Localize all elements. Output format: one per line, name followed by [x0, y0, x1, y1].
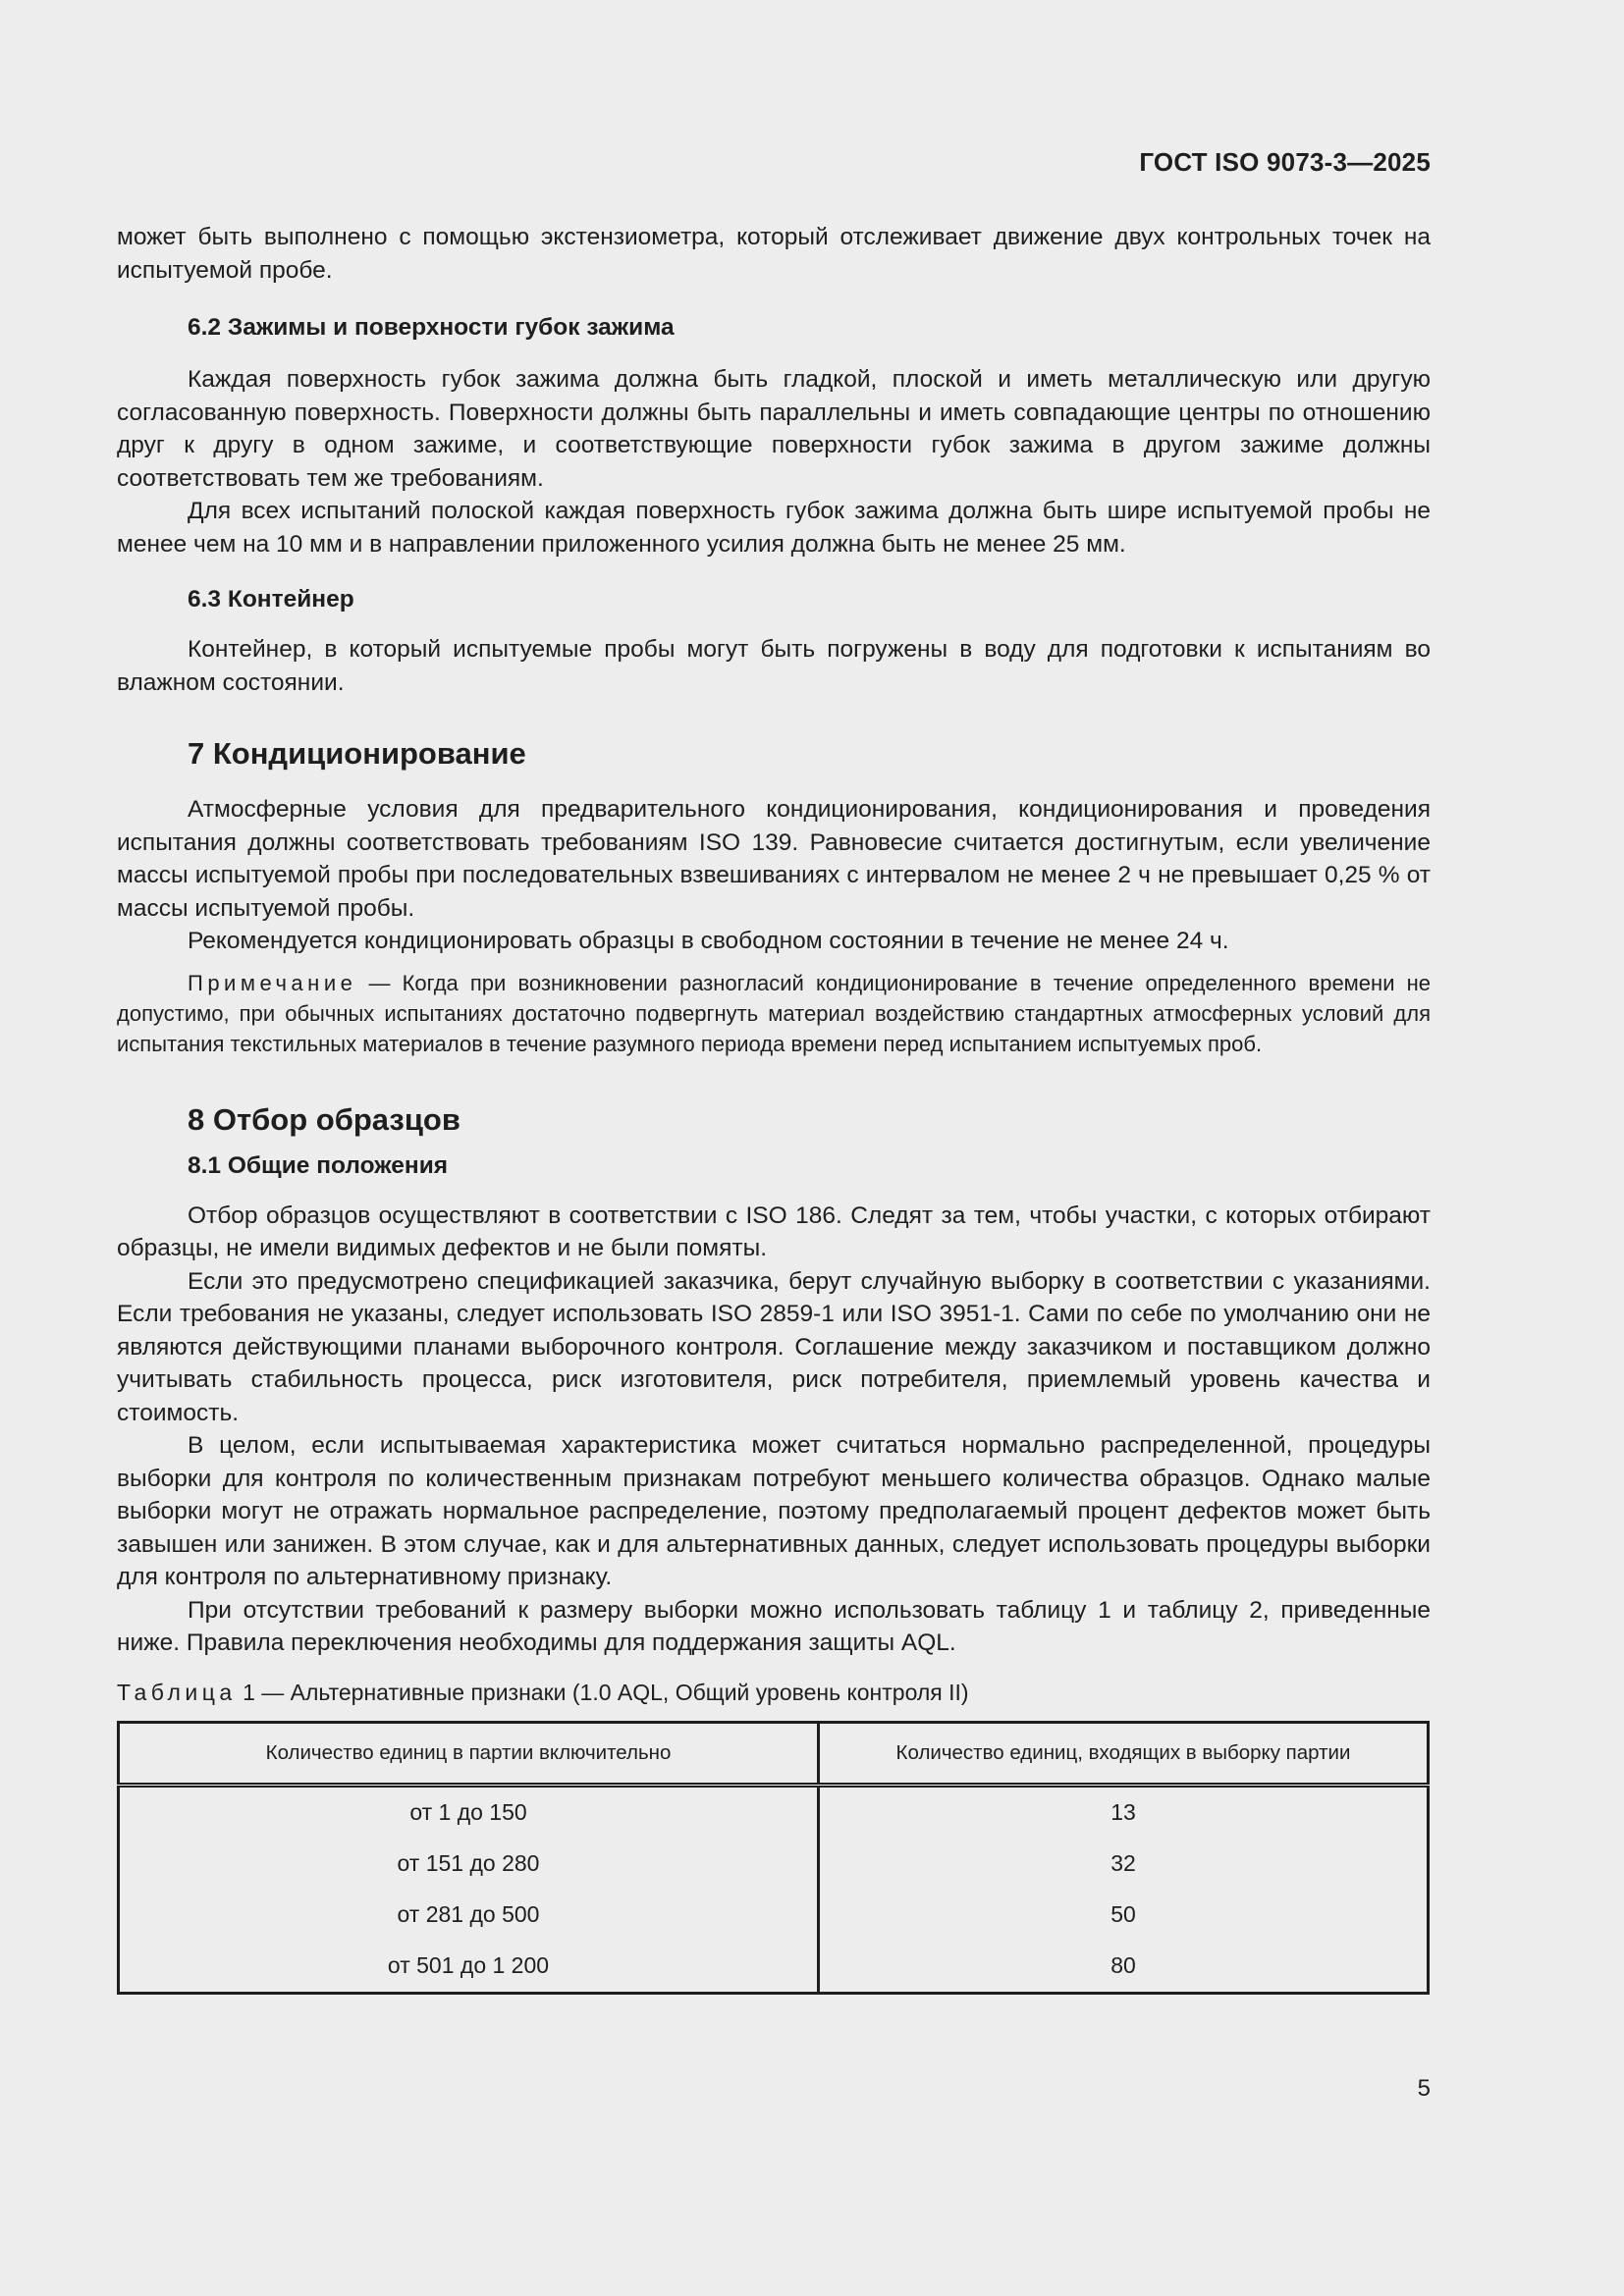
- table-caption-text: 1 — Альтернативные признаки (1.0 AQL, Общий уровень контроля II): [236, 1679, 969, 1705]
- table-cell: 32: [1110, 1850, 1136, 1876]
- table-cell: от 281 до 500: [119, 1890, 819, 1941]
- section-6-2-paragraph-2: Для всех испытаний полоской каждая поверхность губок зажима должна быть шире испытуемой пробы не менее чем на 10 мм и в направлении приложенного усилия должна быть не менее 25 мм.: [117, 498, 1431, 558]
- section-8-1-paragraph-2: Если это предусмотрено спецификацией заказчика, берут случайную выборку в соответствии с указаниями. Если требования не указаны, следует использовать ISO 2859-1 или ISO 3951-1. Сами по себе по умолчанию они не являются действующими планами выборочного контроля. Соглашение между заказчиком и поставщиком должно учитывать стабильность процесса, риск изготовителя, риск потребителя, приемлемый уровень качества и стоимость.: [117, 1267, 1431, 1426]
- section-6-2-heading: 6.2 Зажимы и поверхности губок зажима: [188, 314, 675, 341]
- section-8-1-paragraph-4: При отсутствии требований к размеру выборки можно использовать таблицу 1 и таблицу 2, приведенные ниже. Правила переключения необходимы для поддержания защиты AQL.: [117, 1596, 1431, 1656]
- page-number: 5: [1417, 2075, 1431, 2102]
- table-header-cell: Количество единиц в партии включительно: [119, 1722, 819, 1785]
- table-cell: от 1 до 150: [119, 1785, 819, 1839]
- section-7-paragraph-1: Атмосферные условия для предварительного кондиционирования, кондиционирования и проведения испытания должны соответствовать требованиям ISO 139. Равновесие считается достигнутым, если увеличение массы испытуемой пробы при последовательных взвешиваниях с интервалом не менее 2 ч не превышает 0,25 % от массы испытуемой пробы.: [117, 796, 1431, 922]
- table-row: [119, 1785, 1429, 1839]
- note-label: Примечание: [188, 970, 357, 995]
- section-6-2-paragraph-1: Каждая поверхность губок зажима должна быть гладкой, плоской и иметь металлическую или другую согласованную поверхность. Поверхности должны быть параллельны и иметь совпадающие центры по отношению друг к другу в одном зажиме, и соответствующие поверхности губок зажима в другом зажиме должны соответствовать тем же требованиям.: [117, 366, 1431, 492]
- page-content: [117, 221, 1431, 1995]
- section-8-1-paragraph-1: Отбор образцов осуществляют в соответствии с ISO 186. Следят за тем, чтобы участки, с которых отбирают образцы, не имели видимых дефектов и не были помяты.: [117, 1201, 1431, 1261]
- section-8-1-paragraph-3: В целом, если испытываемая характеристика может считаться нормально распределенной, процедуры выборки для контроля по количественным признакам потребуют меньшего количества образцов. Однако малые выборки могут не отражать нормальное распределение, поэтому предполагаемый процент дефектов может быть завышен или занижен. В этом случае, как и для альтернативных данных, следует использовать процедуры выборки для контроля по альтернативному признаку.: [117, 1432, 1431, 1590]
- table-1-caption: [117, 1678, 1431, 1707]
- table-cell: 13: [1110, 1799, 1136, 1825]
- table-header-cell: Количество единиц, входящих в выборку партии: [819, 1722, 1429, 1785]
- document-code: ГОСТ ISO 9073-3—2025: [1139, 147, 1431, 177]
- table-1: [117, 1721, 1430, 1995]
- table-cell: 80: [1110, 1952, 1136, 1978]
- table-row: [119, 1941, 1429, 1994]
- section-7-heading: 7 Кондиционирование: [188, 736, 526, 771]
- section-6-3-paragraph-1: Контейнер, в который испытуемые пробы могут быть погружены в воду для подготовки к испытаниям во влажном состоянии.: [117, 636, 1431, 696]
- table-row: [119, 1839, 1429, 1890]
- table-cell: от 151 до 280: [119, 1839, 819, 1890]
- table-row: [119, 1890, 1429, 1941]
- section-7-paragraph-2: Рекомендуется кондиционировать образцы в свободном состоянии в течение не менее 24 ч.: [188, 928, 1229, 954]
- section-7-note: [117, 968, 1431, 1059]
- table-header-row: [119, 1722, 1429, 1785]
- table-cell: 50: [1110, 1901, 1136, 1927]
- section-8-heading: 8 Отбор образцов: [188, 1101, 460, 1137]
- table-cell: от 501 до 1 200: [119, 1941, 819, 1994]
- section-6-3-heading: 6.3 Контейнер: [188, 586, 354, 613]
- note-text: — Когда при возникновении разногласий кондиционирование в течение определенного времени не допустимо, при обычных испытаниях достаточно подвергнуть материал воздействию стандартных атмосферных условий для испытания текстильных материалов в течение разумного периода времени перед испытанием испытуемых проб.: [117, 970, 1431, 1056]
- section-8-1-heading: 8.1 Общие положения: [188, 1151, 449, 1179]
- continuation-paragraph: может быть выполнено с помощью экстензиометра, который отслеживает движение двух контрольных точек на испытуемой пробе.: [117, 224, 1431, 284]
- table-caption-label: Таблица: [117, 1679, 237, 1705]
